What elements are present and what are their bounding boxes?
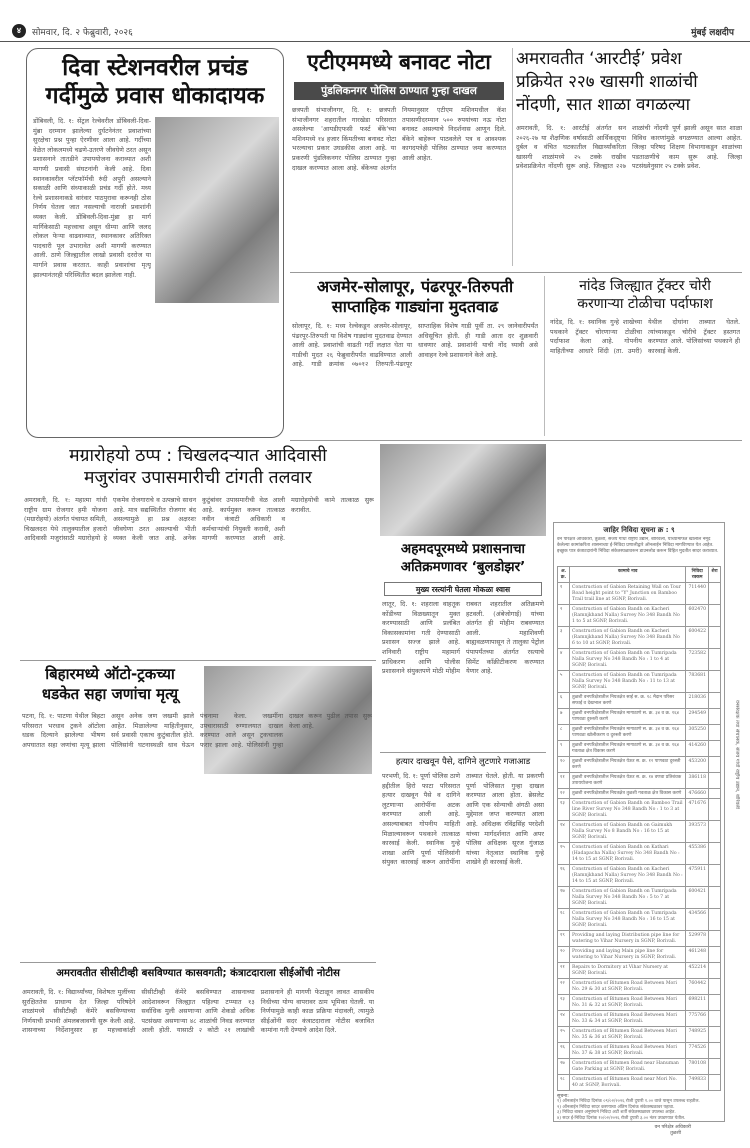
tender-cell-serial: २५ bbox=[558, 1027, 570, 1043]
tender-cell-work: तुळशी वनपरिक्षेत्रातील नियतक्षेत्र साई स. क्र. १८ मैदान परिसर सफाई व देखभाल करणे bbox=[570, 693, 686, 709]
tender-cell-remarks bbox=[709, 671, 721, 693]
tender-cell-amount: 294549 bbox=[686, 709, 709, 725]
tender-cell-amount: 475911 bbox=[686, 865, 709, 887]
tender-cell-serial: २७ bbox=[558, 1059, 570, 1075]
tender-cell-amount: 434566 bbox=[686, 909, 709, 931]
tender-cell-serial: १२ bbox=[558, 789, 570, 799]
tender-cell-serial: १७ bbox=[558, 887, 570, 909]
tender-cell-remarks bbox=[709, 909, 721, 931]
headline-cctv: अमरावतीत सीसीटीव्ही बसविण्यात कासवगती; कंत्राटदाराला सीईओंची नोटीस bbox=[56, 968, 340, 979]
tender-cell-work: Construction of Bitumen Road Between Mori No. 37 & 38 at SGNP, Borivali. bbox=[570, 1043, 686, 1059]
tender-cell-amount: 780108 bbox=[686, 1059, 709, 1075]
headline-nanded-line1: नांदेड जिल्ह्यात ट्रॅक्टर चोरी bbox=[579, 278, 711, 294]
headline-nanded-line2: करणाऱ्या टोळीचा पर्दाफाश bbox=[577, 296, 713, 312]
tender-row bbox=[558, 605, 721, 627]
tender-cell-remarks bbox=[709, 605, 721, 627]
tender-note: २) ऑनलाईन निविदा सादर करण्याचा अंतिम दिनांक संकेतस्थळावर पहावा. bbox=[557, 1104, 675, 1110]
tender-header-work: कामाचे नाव bbox=[570, 567, 686, 583]
tender-cell-work: Construction of Gabion Bandh on Kacheri (Ramnjkhand Nalla) Survey No 348 Bandh No : 14 to 15 at SGNP, Borivali. bbox=[570, 865, 686, 887]
tender-row bbox=[558, 1011, 721, 1027]
headline-atm: एटीएममध्ये बनावट नोटा bbox=[307, 50, 491, 74]
tender-row bbox=[558, 789, 721, 799]
tender-cell-work: Construction of Bitumen Road Between Mori No. 33 & 34 at SGNP, Borivali. bbox=[570, 1011, 686, 1027]
tender-cell-serial: २३ bbox=[558, 995, 570, 1011]
tender-cell-remarks bbox=[709, 963, 721, 979]
masthead bbox=[0, 20, 750, 42]
tender-cell-serial: २८ bbox=[558, 1075, 570, 1091]
kicker-atm: पुंडलिकनगर पोलिस ठाण्यात गुन्हा दाखल bbox=[294, 82, 504, 100]
article-gajaad bbox=[380, 756, 546, 956]
tender-header-remarks: शेरा bbox=[709, 567, 721, 583]
tender-row bbox=[558, 865, 721, 887]
article-rte-body: अमरावती, दि. १: आरटीई अंतर्गत सन २०२६-२७ या शैक्षणिक वर्षासाठी आर्थिकदृष्ट्या दुर्बल व वंचित घटकातील विद्यार्थ्यांकरिता खासगी शाळांमध्ये २५ टक्के राखीव प्रवेशप्रक्रियेत नोंदणी सुरू आहे. जिल्ह्यात २२७ शाळांची नोंदणी पूर्ण झाली असून सात शाळा विविध कारणांमुळे वगळण्यात आल्या आहेत. जिल्हा परिषद शिक्षण विभागाकडून शाळांच्या पडताळणीचे काम सुरू आहे. जिल्हा पटसंख्येनुसार २५ टक्के प्रवेश. bbox=[516, 124, 742, 171]
tender-row bbox=[558, 1027, 721, 1043]
tender-row bbox=[558, 979, 721, 995]
article-nanded bbox=[548, 276, 742, 436]
tender-cell-remarks bbox=[709, 931, 721, 947]
section-divider bbox=[380, 752, 546, 753]
tender-row bbox=[558, 887, 721, 909]
column-divider bbox=[544, 276, 545, 436]
tender-cell-amount: 461248 bbox=[686, 947, 709, 963]
tender-row bbox=[558, 947, 721, 963]
tender-cell-work: Construction of Bitumen Road Between Mori No. 29 & 30 at SGNP, Borivali. bbox=[570, 979, 686, 995]
tender-row bbox=[558, 799, 721, 821]
tender-cell-remarks bbox=[709, 821, 721, 843]
tender-cell-work: Construction of Gabion Bandh on Gaimukh Nalla Survey No 8 Bandh No : 16 to 15 at SGNP, Borivali. bbox=[570, 821, 686, 843]
headline-mgnrega-line2: मजुरांवर उपासमारीची टांगती तलवार bbox=[84, 468, 312, 488]
tender-signature-line2: तुळशी bbox=[670, 1131, 681, 1137]
tender-cell-remarks bbox=[709, 995, 721, 1011]
article-diva-body-cont bbox=[155, 307, 279, 431]
tender-cell-amount: 748925 bbox=[686, 1027, 709, 1043]
tender-cell-serial: २६ bbox=[558, 1043, 570, 1059]
article-gajaad-body: परभणी, दि. १: पूर्णा पोलिस ठाणे हद्दीतील हिरो फाटा परिसरात हत्यार दाखवून पैसे व दागिने लुटणाऱ्या आरोपींना अटक करण्यात आली आहे. असल्याबाबत गोपनीय माहिती मिळाल्यावरून पथकाने तात्काळ कारवाई केली. स्थानिक गुन्हे शाखा आणि पूर्णा पोलिसांनी संयुक्त कारवाई करून आरोपींना ताब्यात घेतले. होती. या प्रकरणी पूर्णा पोलिसात गुन्हा दाखल करण्यात आला होता. ब्रेसलेट आणि एक सोन्याची अंगठी असा मुद्देमाल जप्त करण्यात आला आहे. अधिक्षक रविंद्रसिंह परदेशी यांच्या मार्गदर्शनात आणि अपर पोलिस अधिक्षक सूरज गुंजाळ यांच्या नेतृत्वात स्थानिक गुन्हे शाखेने ही कारवाई केली. bbox=[382, 772, 544, 867]
tender-cell-serial: ४ bbox=[558, 649, 570, 671]
tender-cell-serial: ६ bbox=[558, 693, 570, 709]
tender-cell-work: Construction of Bitumen Road Between Mori No. 31 & 32 at SGNP, Borivali. bbox=[570, 995, 686, 1011]
tender-cell-work: Construction of Gabion Bandh on Bamboo Trail line River Survey No 348 Bandh No : 1 to 3 at SGNP, Borivali. bbox=[570, 799, 686, 821]
tender-cell-amount: 471676 bbox=[686, 799, 709, 821]
tender-cell-serial: २० bbox=[558, 947, 570, 963]
tender-cell-amount: 452214 bbox=[686, 963, 709, 979]
tender-cell-remarks bbox=[709, 887, 721, 909]
tender-cell-serial: १५ bbox=[558, 843, 570, 865]
tender-signature-line1: वन परिक्षेत्र अधिकारी bbox=[654, 1125, 691, 1131]
tender-cell-remarks bbox=[709, 709, 721, 725]
headline-ahmedpur-line1: अहमदपूरमध्ये प्रशासनाचा bbox=[400, 541, 526, 557]
tender-cell-remarks bbox=[709, 789, 721, 799]
tender-side-caption: वनसंरक्षक तथा संचालक, संजय गांधी राष्ट्रीय उद्यान, बोरिवली bbox=[734, 700, 740, 809]
tender-cell-amount: 723582 bbox=[686, 649, 709, 671]
tender-cell-work: तुळशी वनपरिक्षेत्रातील नियतक्षेत्र तुळशी गवताळ क्षेत्र विकास करणे bbox=[570, 789, 686, 799]
tender-cell-amount: 455386 bbox=[686, 843, 709, 865]
tender-cell-amount: 600422 bbox=[686, 627, 709, 649]
article-ahmedpur-body: लातूर, दि. १: शहराला वाहतूक कोंडीच्या विळख्यातून मुक्त करण्यासाठी आणि प्रलंबित विकासकामांना गती देण्यासाठी प्रशासन सज्ज झाले आहे. शनिवारी राष्ट्रीय महामार्ग प्राधिकरण आणि पोलीस प्रशासनाने संयुक्तपणे मोठी मोहीम राबवत शहरातील अतिक्रमणे हटवली. (अंबेजोगाई) यांच्या अंतर्गत ही मोहीम राबवण्यात आली. महाशिवणी बाह्यवळणापासून ते तालुका पेट्रोल पंपापर्यंतच्या अंतर्गत रस्त्याचे सिमेंट काँक्रीटीकरण करण्यात येणार आहे. bbox=[382, 600, 544, 676]
article-nanded-body: नांदेड, दि. १: स्थानिक गुन्हे शाखेच्या पथकाने ट्रॅक्टर चोरणाऱ्या टोळीचा पर्दाफाश केला आहे. गोपनीय माहितीच्या आधारे शिंदी (ता. उमरी) येथील दोघांना ताब्यात घेतले. त्यांच्याकडून चोरीचे ट्रॅक्टर हस्तगत करण्यात आले. पोलिसांच्या पथकाने ही कारवाई केली. bbox=[550, 318, 740, 355]
tender-cell-serial: १९ bbox=[558, 931, 570, 947]
article-mgnrega bbox=[20, 444, 376, 656]
article-mgnrega-body: अमरावती, दि. १: महात्मा गांधी राष्ट्रीय ग्राम रोजगार हमी योजना (मग्रारोहयो) अंतर्गत पंचायत समिती, चिखलदरा येथे तालुक्यातील हजारो आदिवासी मजुरांसाठी मग्रारोहयो हे एकमेव रोजगाराचे व उत्पन्नाचे साधन आहे. मात्र सद्यस्थितीत रोजगार बंद असल्यामुळे हा प्रश्न अक्षरशः जीवघेणा ठरत असल्याची भीती व्यक्त केली जात आहे. अनेक कुटुंबांवर उपासमारीची वेळ आली आहे. कार्यमुक्त करून तात्काळ नवीन कंत्राटी अधिकारी व कर्मचाऱ्यांची नियुक्ती करावी, अशी मागणी करण्यात आली आहे. मग्रारोहयोची कामे तात्काळ सुरू करावीत. bbox=[24, 496, 374, 543]
tender-cell-amount: 600421 bbox=[686, 887, 709, 909]
tender-cell-work: Construction of Gabion Bandh on Tumripada Nalla Survey No 348 Bandh No : 16 to 15 at SGNP, Borivali. bbox=[570, 909, 686, 931]
article-diva-body: डोंबिवली, दि. १: सेंट्रल रेल्वेवरील डोंबिवली-दिवा-मुंब्रा दरम्यान झालेल्या दुर्घटनेनंतर प्रवाशांच्या सुरक्षेचा प्रश्न पुन्हा ऐरणीवर आला आहे. गर्दीच्या वेळेत लोकलमध्ये चढणे-उतरणे जीवघेणे ठरत असून प्रशासनाने तातडीने उपाययोजना कराव्यात अशी मागणी प्रवासी संघटनांनी केली आहे. दिवा स्थानकावरील प्लॅटफॉर्मची रुंदी अपुरी असल्याने सकाळी आणि संध्याकाळी प्रचंड गर्दी होते. मध्य रेल्वे प्रशासनाकडे वारंवार पाठपुरावा करूनही ठोस निर्णय घेतला जात नसल्याची नाराजी प्रवाशांनी व्यक्त केली. डोंबिवली-दिवा-मुंब्रा हा मार्ग मार्गिकेसाठी महत्त्वाचा असून धीम्या आणि जलद लोकल फेऱ्या वाढवाव्यात, स्थानकावर अतिरिक्त पादचारी पूल उभारावेत अशी मागणी करण्यात आली. ठाणे जिल्ह्यातील लाखो प्रवासी दररोज या मार्गाने प्रवास करतात. काही प्रवाशांचा मृत्यू झाल्यानंतरही परिस्थितीत बदल झालेला नाही. bbox=[33, 117, 151, 279]
tender-cell-work: Construction of Bitumen Road near Hanuman Gate Parking at SGNP, Borivali. bbox=[570, 1059, 686, 1075]
tender-cell-remarks bbox=[709, 757, 721, 773]
article-ahmedpur bbox=[380, 540, 546, 750]
tender-cell-remarks bbox=[709, 947, 721, 963]
tender-intro: वन परिक्षेत्र अधिकारी, तुळशी, संजय गांधी राष्ट्रीय उद्यान, बोरिवली, यांच्यामार्फत खालील नमूद केलेल्या कामांकरिता शासनाच्या ई-निविदा प्रणालीद्वारे ऑनलाईन निविदा मागविण्यात येत आहेत. इच्छुक पात्र कंत्राटदारांनी निविदा संकेतस्थळावरून डाउनलोड करून विहित मुदतीत सादर कराव्यात. bbox=[557, 537, 719, 554]
tender-cell-serial: २४ bbox=[558, 1011, 570, 1027]
tender-cell-work: Providing and laying Distribution pipe line for watering to Vihar Nursery in SGNP, Borivali. bbox=[570, 931, 686, 947]
tender-header-amount: निविदा रक्कम bbox=[686, 567, 709, 583]
tender-cell-work: तुळशी वनपरिक्षेत्रातील नियतक्षेत्र येऊर स. क्र. १४ वणवा प्रतिबंधक उपाययोजना करणे bbox=[570, 773, 686, 789]
newspaper-name: मुंबई लक्षदीप bbox=[691, 28, 734, 38]
tender-cell-work: Construction of Bitumen Road near Mori No. 40 at SGNP, Borivali. bbox=[570, 1075, 686, 1091]
tender-cell-amount: 305250 bbox=[686, 725, 709, 741]
tender-cell-serial: ८ bbox=[558, 725, 570, 741]
tender-cell-serial: २१ bbox=[558, 963, 570, 979]
tender-cell-serial: १४ bbox=[558, 821, 570, 843]
tender-title: जाहिर निविदा सूचना क्र : ९ bbox=[603, 526, 675, 534]
diva-station-photo bbox=[155, 117, 279, 303]
tender-cell-serial: ५ bbox=[558, 671, 570, 693]
tender-notes bbox=[557, 1099, 721, 1121]
tender-cell-remarks bbox=[709, 1075, 721, 1091]
tender-cell-remarks bbox=[709, 843, 721, 865]
tender-cell-amount: 218036 bbox=[686, 693, 709, 709]
tender-cell-amount: 529978 bbox=[686, 931, 709, 947]
headline-rte-line1: अमरावतीत ‘आरटीई’ प्रवेश bbox=[516, 49, 682, 69]
tender-cell-serial: १० bbox=[558, 757, 570, 773]
tender-cell-work: Construction of Gabion Bandh on Kacheri (Ramnjkhand Nalla) Survey No 348 Bandh No 1 to 5 at SGNP, Borivali. bbox=[570, 605, 686, 627]
tender-cell-remarks bbox=[709, 627, 721, 649]
tender-cell-work: Construction of Bitumen Road Between Mori No. 35 & 36 at SGNP, Borivali. bbox=[570, 1027, 686, 1043]
tender-row bbox=[558, 757, 721, 773]
tender-cell-amount: 760442 bbox=[686, 979, 709, 995]
tender-cell-remarks bbox=[709, 799, 721, 821]
article-rte bbox=[516, 48, 742, 268]
tender-cell-serial: २२ bbox=[558, 979, 570, 995]
tender-cell-work: Construction of Gabion Retaining Wall on Tour Road height point to "Y" Junction on Bamboo Trail trail line at SGNP, Borivali. bbox=[570, 583, 686, 605]
headline-bihar-line1: बिहारमध्ये ऑटो-ट्रकच्या bbox=[45, 665, 175, 683]
tender-cell-serial: १८ bbox=[558, 909, 570, 931]
tender-cell-serial: ३ bbox=[558, 627, 570, 649]
tender-cell-remarks bbox=[709, 649, 721, 671]
tender-cell-serial: ११ bbox=[558, 773, 570, 789]
headline-diva-line1: दिवा स्टेशनवरील प्रचंड bbox=[62, 55, 248, 81]
tender-row bbox=[558, 931, 721, 947]
tender-note: ४) सदर ई-निविदा दिनांक १०/०२/२०२६ रोजी दुपारी ३.०० नंतर उघडण्यात येतील. bbox=[557, 1115, 686, 1121]
headline-mgnrega-line1: मग्रारोहयो ठप्प : चिखलदऱ्यात आदिवासी bbox=[69, 446, 327, 466]
tender-notice bbox=[553, 522, 725, 1137]
tender-cell-work: Providing and laying Main pipe line for watering to Vihar Nursery in SGNP, Borivali. bbox=[570, 947, 686, 963]
tender-cell-amount: 749833 bbox=[686, 1075, 709, 1091]
tender-row bbox=[558, 583, 721, 605]
tender-cell-amount: 453200 bbox=[686, 757, 709, 773]
tender-cell-serial: २ bbox=[558, 605, 570, 627]
bulldozer-photo bbox=[380, 444, 546, 536]
tender-cell-work: तुळशी वनपरिक्षेत्रातील नियतक्षेत्र मागाठाणे स. क्र. ३४ व क्र. १६४ पाणवठा दुरुस्ती करणे bbox=[570, 709, 686, 725]
tender-row bbox=[558, 773, 721, 789]
tender-row bbox=[558, 821, 721, 843]
tender-cell-remarks bbox=[709, 693, 721, 709]
tender-cell-serial: १ bbox=[558, 583, 570, 605]
headline-gajaad: हत्यार दाखवून पैसे, दागिने लुटणारे गजाआड bbox=[395, 757, 531, 767]
tender-row bbox=[558, 1043, 721, 1059]
tender-row bbox=[558, 671, 721, 693]
tender-cell-remarks bbox=[709, 979, 721, 995]
tender-cell-amount: 414260 bbox=[686, 741, 709, 757]
tender-cell-amount: 476660 bbox=[686, 789, 709, 799]
section-divider bbox=[290, 272, 742, 273]
headline-diva-line2: गर्दीमुळे प्रवास धोकादायक bbox=[45, 83, 265, 109]
tender-cell-work: Construction of Gabion Bandh on Tumripada Nalla Survey No 348 Bandh No : 1 to 4 at SGNP, Borivali. bbox=[570, 649, 686, 671]
tender-cell-amount: 393573 bbox=[686, 821, 709, 843]
tender-table bbox=[557, 566, 721, 1091]
tender-cell-amount: 774526 bbox=[686, 1043, 709, 1059]
tender-header-serial: अ. क्र. bbox=[558, 567, 570, 583]
kicker-ahmedpur: मुख्य रस्त्यांनी घेतला मोकळा श्वास bbox=[384, 582, 542, 596]
tender-cell-amount: 711440 bbox=[686, 583, 709, 605]
tender-notes-title: सूचना: bbox=[557, 1094, 569, 1099]
tender-cell-work: Repairs to Dormitory at Vihar Nursery at SGNP, Borivali. bbox=[570, 963, 686, 979]
headline-rte-line2: प्रक्रियेत २२७ खासगी शाळांची bbox=[516, 72, 698, 92]
tender-row bbox=[558, 995, 721, 1011]
tender-cell-serial: १६ bbox=[558, 865, 570, 887]
tender-row bbox=[558, 649, 721, 671]
page-number-badge: ४ bbox=[12, 24, 26, 38]
section-divider bbox=[20, 660, 376, 661]
article-ajmer bbox=[290, 276, 540, 436]
tender-cell-remarks bbox=[709, 741, 721, 757]
section-divider bbox=[290, 440, 742, 441]
article-atm bbox=[290, 48, 508, 268]
column-divider bbox=[512, 48, 513, 266]
tender-cell-work: Construction of Gabion Bandh on Tumripada Nalla Survey No 348 Bandh No : 5 to 7 at SGNP, Borivali. bbox=[570, 887, 686, 909]
tender-cell-remarks bbox=[709, 1043, 721, 1059]
article-bihar-body: पटना, दि. १: पाटणा येथील बिहटा परिसरात भरधाव ट्रकने ऑटोला धडक दिल्याने झालेल्या भीषण अपघातात सहा जणांचा मृत्यू झाला असून अनेक जण जखमी झाले आहेत. मिळालेल्या माहितीनुसार, सर्व प्रवासी एकाच कुटुंबातील होते. पोलिसांनी घटनास्थळी धाव घेऊन पंचनामा केला. जखमींना उपचारासाठी रुग्णालयात दाखल करण्यात आले असून ट्रकचालक फरार झाला आहे. पोलिसांनी गुन्हा दाखल करून पुढील तपास सुरू केला आहे. bbox=[22, 712, 372, 749]
tender-cell-work: Construction of Gabion Bandh on Kathari (Hadapacha Nalla) Survey No 348 Bandh No : 14 to 15 at SGNP, Borivali. bbox=[570, 843, 686, 865]
tender-cell-serial: १३ bbox=[558, 799, 570, 821]
tender-cell-remarks bbox=[709, 1059, 721, 1075]
tender-row bbox=[558, 909, 721, 931]
issue-date: सोमवार, दि. २ फेब्रुवारी, २०२६ bbox=[32, 28, 133, 38]
tender-cell-work: Construction of Gabion Bandh on Tumripada Nalla Survey No 348 Bandh No : 11 to 13 at SGNP, Borivali. bbox=[570, 671, 686, 693]
tender-cell-serial: ९ bbox=[558, 741, 570, 757]
headline-ajmer-line2: साप्ताहिक गाड्यांना मुदतवाढ bbox=[331, 297, 499, 316]
tender-cell-amount: 386118 bbox=[686, 773, 709, 789]
tender-row bbox=[558, 725, 721, 741]
article-ajmer-body: सोलापूर, दि. १: मध्य रेल्वेकडून अजमेर-सोलापूर, पंढरपूर-तिरुपती या विशेष गाड्यांना मुदतवाढ देण्यात आली आहे. प्रवाशांची वाढती गर्दी लक्षात घेता या गाडीची मुदत २६ फेब्रुवारीपर्यंत वाढविण्यात आली आहे. गाडी क्रमांक ०७०१२ तिरुपती-पंढरपूर साप्ताहिक विशेष गाडी पूर्वी ता. २९ जानेवारीपर्यंत अधिसूचित होती. ही गाडी आता दर शुक्रवारी धावणार आहे. प्रवाशांनी याची नोंद घ्यावी असे आवाहन रेल्वे प्रशासनाने केले आहे. bbox=[292, 322, 538, 369]
article-cctv-body: अमरावती, दि. १: विद्यार्थ्यांच्या, विशेषतः मुलींच्या सुरक्षिततेस प्राधान्य देत जिल्हा परिषदेने शाळांमध्ये सीसीटीव्ही कॅमेरे बसविण्याच्या निर्णयाची प्रभावी अंमलबजावणी सुरू केली आहे. शासनाच्या निर्देशानुसार हा महत्त्वाकांक्षी सीसीटीव्ही कॅमेरे बसविण्यात शासनाच्या आदेशावरून जिल्ह्यात पहिल्या टप्प्यात १३ सर्वाधिक मुली असणाऱ्या आणि शेकडो अधिक पटसंख्या असणाऱ्या ४८ शाळांची निवड करण्यात आली होती. यासाठी २ कोटी २१ लाखांची प्रशासनाने ही मागणी फेटाळून लावत शासकीय निधीच्या योग्य वापरावर ठाम भूमिका घेतली. या निर्णयामुळे काही काळ प्रक्रिया मंदावली, त्यामुळे सीईओंनी सदर कंत्राटदाराला नोटीस बजावित कामांना गती देण्याचे आदेश दिले. bbox=[22, 988, 374, 1035]
tender-row bbox=[558, 627, 721, 649]
tender-cell-amount: 602470 bbox=[686, 605, 709, 627]
article-diva bbox=[26, 48, 284, 438]
tender-cell-amount: 698211 bbox=[686, 995, 709, 1011]
tender-cell-work: तुळशी वनपरिक्षेत्रातील नियतक्षेत्र मागाठाणे स. क्र. ३४ व क्र. १६४ पाणवठा खोलीकरण व दुरुस्ती करणे bbox=[570, 725, 686, 741]
tender-note: ३) निविदा बाबत अनुषंगाने निविदा अटी शर्ती संकेतस्थळावर उपलब्ध आहेत. bbox=[557, 1110, 676, 1116]
tender-row bbox=[558, 963, 721, 979]
headline-rte-line3: नोंदणी, सात शाळा वगळल्या bbox=[516, 95, 691, 115]
tender-cell-amount: 775766 bbox=[686, 1011, 709, 1027]
tender-cell-work: Construction of Gabion Bandh on Kacheri (Ramnjkhand Nalla) Survey No 348 Bandh No 6 to 10 at SGNP, Borivali. bbox=[570, 627, 686, 649]
article-atm-body: छत्रपती संभाजीनगर, दि. १: छत्रपती संभाजीनगर शहरातील गारखेडा परिसरात असलेल्या 'आयडीएफसी फर्स्ट बँके'च्या मशिनमध्ये १४ हजार किंमतीच्या बनावट नोटा भरल्याचा प्रकार उघडकीस आला आहे. या प्रकरणी पुंडलिकनगर पोलिस ठाण्यात गुन्हा दाखल करण्यात आला आहे. बँकेच्या अंतर्गत नियमानुसार एटीएम मशिनमधील कॅश तपासणीदरम्यान ५०० रुपयांच्या नऊ नोटा बनावट असल्याचे निदर्शनास आणून दिले. बँकेने बाहेरून पाठवलेले पत्र व आवश्यक कागदपत्रेही पोलिस ठाण्यात जमा करण्यात आली आहेत. bbox=[292, 106, 506, 172]
tender-row bbox=[558, 741, 721, 757]
tender-cell-remarks bbox=[709, 583, 721, 605]
tender-note: १) ऑनलाईन निविदा दिनांक ०९/०२/२०२६ रोजी दुपारी १.०० वाजे पासून उपलब्ध राहतील. bbox=[557, 1099, 700, 1104]
tender-row bbox=[558, 1075, 721, 1091]
headline-bihar-line2: धडकेत सहा जणांचा मृत्यू bbox=[41, 685, 179, 703]
section-divider bbox=[20, 962, 376, 963]
tender-cell-remarks bbox=[709, 1011, 721, 1027]
headline-ahmedpur-line2: अतिक्रमणावर ‘बुलडोझर’ bbox=[400, 559, 526, 575]
tender-cell-remarks bbox=[709, 1027, 721, 1043]
tender-row bbox=[558, 709, 721, 725]
article-cctv bbox=[20, 966, 376, 1142]
tender-row bbox=[558, 843, 721, 865]
tender-row bbox=[558, 693, 721, 709]
tender-cell-remarks bbox=[709, 773, 721, 789]
article-bihar bbox=[20, 664, 376, 954]
tender-cell-serial: ७ bbox=[558, 709, 570, 725]
tender-row bbox=[558, 1059, 721, 1075]
tender-cell-amount: 783681 bbox=[686, 671, 709, 693]
headline-ajmer-line1: अजमेर-सोलापूर, पंढरपूर-तिरुपती bbox=[316, 277, 514, 296]
tender-cell-work: तुळशी वनपरिक्षेत्रातील नियतक्षेत्र येऊर स. क्र. १२ पाणवठा दुरुस्ती करणे bbox=[570, 757, 686, 773]
tender-cell-remarks bbox=[709, 865, 721, 887]
tender-cell-remarks bbox=[709, 725, 721, 741]
tender-cell-work: तुळशी वनपरिक्षेत्रातील नियतक्षेत्र मागाठाणे स. क्र. ३४ व क्र. १६४ गवताळ क्षेत्र विकास करणे bbox=[570, 741, 686, 757]
